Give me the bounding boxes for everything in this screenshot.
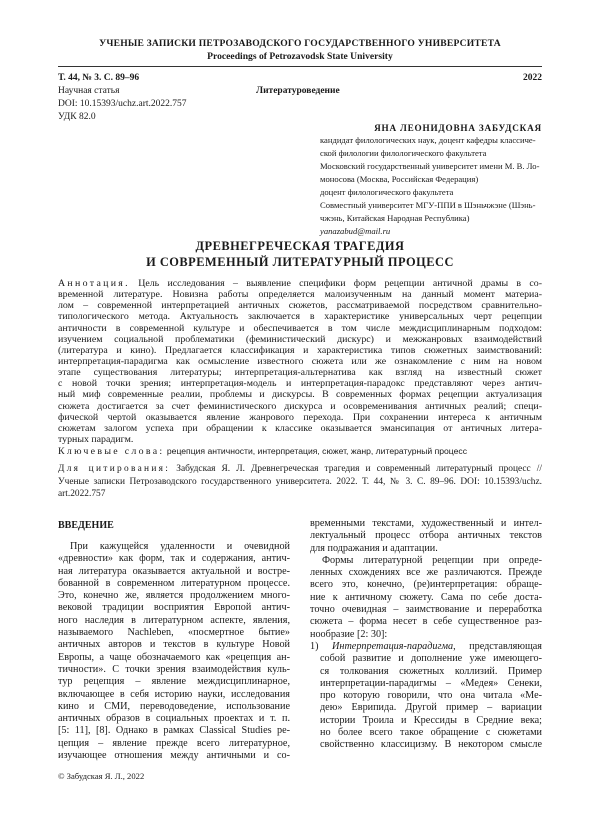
- citation: [58, 463, 542, 501]
- body-line: ние к античному сюжету. Сама по себе доста-: [310, 591, 542, 603]
- abstract-text: с новой точки зрения; интерпретация-модель и интерпретация-парадокс представляют через антич-: [58, 378, 542, 390]
- list-item-line: собой развитие и дополнение уже имеющего-: [320, 653, 542, 665]
- abstract-line: [58, 300, 542, 311]
- list-item-line: [310, 641, 542, 653]
- list-item-line: интерпретации-парадигмы – «Медея» Сенеки,: [320, 677, 542, 689]
- body-line: античных авторов и текстов в культуре Новой: [58, 639, 290, 651]
- journal-title-en: Proceedings of Petrozavodsk State University: [207, 51, 393, 62]
- section-name: Литературоведение: [256, 86, 340, 96]
- article-type: Научная статья: [58, 86, 120, 96]
- abstract-line: [58, 334, 542, 345]
- list-item-line: свойственно классицизму. В некотором смысле: [320, 739, 542, 751]
- body-line: называемого Nachleben, «посмертное бытие»: [58, 627, 290, 639]
- body-line: [5: 11], [8]. Однако в рамках Classical Studies ре-: [58, 725, 290, 737]
- volume-info: Т. 44, № 3. С. 89–96: [58, 73, 140, 83]
- abstract-text: временной литературе. Новизна работы определяется малоизученным на данный момент материа-: [58, 289, 542, 301]
- citation-line: [58, 476, 542, 489]
- body-line: включающее в себя историю науки, исследования: [58, 688, 290, 700]
- abstract-text: турных парадигм.: [58, 433, 134, 445]
- abstract-line: [58, 378, 542, 389]
- article-title: [0, 239, 600, 270]
- body-line: бованной в современном литературном процессе.: [58, 577, 290, 589]
- list-item-line: про которую говорили, что она читала «Ме-: [320, 690, 542, 702]
- body-line: временными текстами, художественный и интел-: [310, 518, 542, 529]
- body-line: ного наследия в литературном аспекте, явления,: [58, 614, 290, 626]
- affiliation-line: ской филологии филологического факультета: [320, 148, 487, 158]
- abstract-line: [58, 323, 542, 334]
- citation-label: Для цитирования:: [58, 464, 171, 474]
- body-line: Европы, а чаще обозначаемого как «рецепция ан-: [58, 651, 290, 663]
- affiliation-line: Московский государственный университет имени М. В. Ло-: [320, 161, 540, 171]
- citation-line: [58, 488, 542, 501]
- list-item-line: дею» Еврипида. Другой пример – вариации: [320, 702, 542, 714]
- header-rule: [58, 66, 542, 67]
- year: 2022: [523, 73, 542, 83]
- affiliation-line: чжэнь, Китайская Народная Республика): [320, 213, 470, 223]
- title-line: ДРЕВНЕГРЕЧЕСКАЯ ТРАГЕДИЯ: [195, 239, 405, 253]
- body-line: тур рецепция – явление междисциплинарное,: [58, 676, 290, 688]
- abstract-text: сюжетам залогом успеха при обращении к классике оказывается эмансипация от античных литера-: [58, 422, 542, 434]
- body-line: ленных схождениях все же различаются. Прежде: [310, 567, 542, 579]
- abstract-line: [58, 345, 542, 356]
- copyright: © Забудская Я. Л., 2022: [58, 771, 145, 781]
- list-number: 1): [310, 640, 319, 652]
- abstract-line: [58, 412, 542, 423]
- affiliation-line: моносова (Москва, Российская Федерация): [320, 174, 479, 184]
- abstract-text: лом – современной интерпретацией античных сюжетов, рассматриваемой посредством сравнительно-: [58, 300, 542, 312]
- body-line: Формы литературной рецепции при опреде-: [322, 554, 542, 566]
- abstract-text: античности в современной культуре и обеспечивается в том числе междисциплинарным подходом:: [58, 322, 542, 334]
- abstract-line: [58, 289, 542, 300]
- abstract-line: [58, 311, 542, 322]
- list-text: , представляющая: [453, 640, 542, 652]
- body-line: всего это, конечно, (ре)интерпретация: обраще-: [310, 579, 542, 591]
- body-line: Это, конечно же, является продолжением много-: [58, 590, 290, 602]
- citation-line: [58, 463, 542, 476]
- author-affiliation: [320, 134, 542, 238]
- abstract-text: Цель исследования – выявление специфики форм рецепции античной драмы в со-: [138, 278, 542, 289]
- abstract-text: фической чертой оказывается явление жанрового перехода. При сохранении интереса к античным: [58, 411, 542, 423]
- right-column: [310, 518, 542, 752]
- affiliation-line: доцент филологического факультета: [320, 187, 454, 197]
- body-line: античных образов в социальных проектах и т. п.: [58, 713, 290, 725]
- body-line: ная литература оказывается актуальной и востре-: [58, 565, 290, 577]
- affiliation-line: кандидат филологических наук, доцент кафедры классиче-: [320, 135, 536, 145]
- body-line: нообразие [2: 30]:: [310, 628, 388, 640]
- udk: УДК 82.0: [58, 112, 96, 122]
- abstract-line: [58, 367, 542, 378]
- abstract-line: [58, 278, 542, 289]
- abstract-text: этапе существования литературы; интерпретация-альтернатива как взгляд на известный сюжет: [58, 367, 542, 379]
- list-item-line: но более всего такое обращение с сюжетами: [320, 727, 542, 739]
- affiliation-line: Совместный университет МГУ-ППИ в Шэньчжэне (Шэнь-: [320, 200, 536, 210]
- body-line: «древности» как форм, так и содержания, антич-: [58, 553, 290, 565]
- body-line: вековой традиции восприятия Европой антич-: [58, 602, 290, 614]
- body-line: сюжета – форма несет в себе существенное раз-: [310, 616, 542, 628]
- body-line: изучающее отношения между античными и со-: [58, 750, 290, 762]
- body-line: лектуальный процесс отбора античных текстов: [310, 530, 542, 542]
- list-item-line: истории Троила и Крессиды в Средние века;: [320, 714, 542, 726]
- abstract-line: [58, 434, 542, 445]
- author-name: ЯНА ЛЕОНИДОВНА ЗАБУДСКАЯ: [374, 123, 542, 133]
- body-line: для подражания и адаптации.: [310, 542, 438, 554]
- section-heading-intro: ВВЕДЕНИЕ: [58, 520, 114, 531]
- abstract-line: [58, 423, 542, 434]
- abstract-text: сюжета достигается за счет феминистического дискурса и осовременивания античных реалий; специ-: [58, 400, 542, 412]
- list-item-line: ся толкования сюжетных коллизий. Пример: [320, 665, 542, 677]
- keywords-label: Ключевые слова:: [58, 446, 165, 457]
- body-line: кино и СМИ, переводоведение, использование: [58, 700, 290, 712]
- abstract-text: ный миф современные реалии, проблемы и дискурсы. В современных формах рецепции актуализация: [58, 389, 542, 401]
- citation-text: Ученые записки Петрозаводского государственного университета. 2022. Т. 44, № 3. С. 89–96. DOI: 10.15393/uchz.: [58, 476, 542, 487]
- doi[interactable]: DOI: 10.15393/uchz.art.2022.757: [58, 99, 187, 109]
- abstract-line: [58, 401, 542, 412]
- keywords: [58, 446, 542, 457]
- abstract-text: (литература и кино). Предлагается классификация и характеристика типов сюжетных заимствований:: [58, 344, 542, 356]
- title-line: И СОВРЕМЕННЫЙ ЛИТЕРАТУРНЫЙ ПРОЦЕСС: [146, 254, 454, 269]
- abstract-line: [58, 389, 542, 400]
- abstract-text: изучением социальной проблематики (феминистический дискурс) и межжанровых взаимодействий: [58, 333, 542, 345]
- keywords-text: рецепция античности, интерпретация, сюжет, жанр, литературный процесс: [166, 446, 467, 456]
- left-column: [58, 541, 290, 762]
- abstract-text: типологического метода. Актуальность заключается в характеристике универсальных черт рецепции: [58, 311, 542, 323]
- body-line: точно очевидная – заимствование и переработка: [310, 604, 542, 616]
- author-email[interactable]: yanazabud@mail.ru: [320, 226, 391, 236]
- list-term: Интерпретация-парадигма: [332, 640, 454, 652]
- body-line: тичности». С точки зрения взаимодействия куль-: [58, 663, 290, 675]
- abstract-line: [58, 356, 542, 367]
- abstract-text: интерпретация-парадигма как осмысление известного сюжета или же ознакомление с ним на новом: [58, 355, 542, 367]
- abstract-label: Аннотация.: [58, 278, 130, 289]
- body-line: цепция – явление прежде всего литературное,: [58, 737, 290, 749]
- abstract: [58, 278, 542, 445]
- citation-text: Забудская Я. Л. Древнегреческая трагедия и современный литературный процесс //: [176, 464, 542, 474]
- journal-title: УЧЕНЫЕ ЗАПИСКИ ПЕТРОЗАВОДСКОГО ГОСУДАРСТВЕННОГО УНИВЕРСИТЕТА: [99, 38, 501, 49]
- body-line: При кажущейся удаленности и очевидной: [70, 541, 290, 552]
- citation-text: art.2022.757: [58, 489, 106, 500]
